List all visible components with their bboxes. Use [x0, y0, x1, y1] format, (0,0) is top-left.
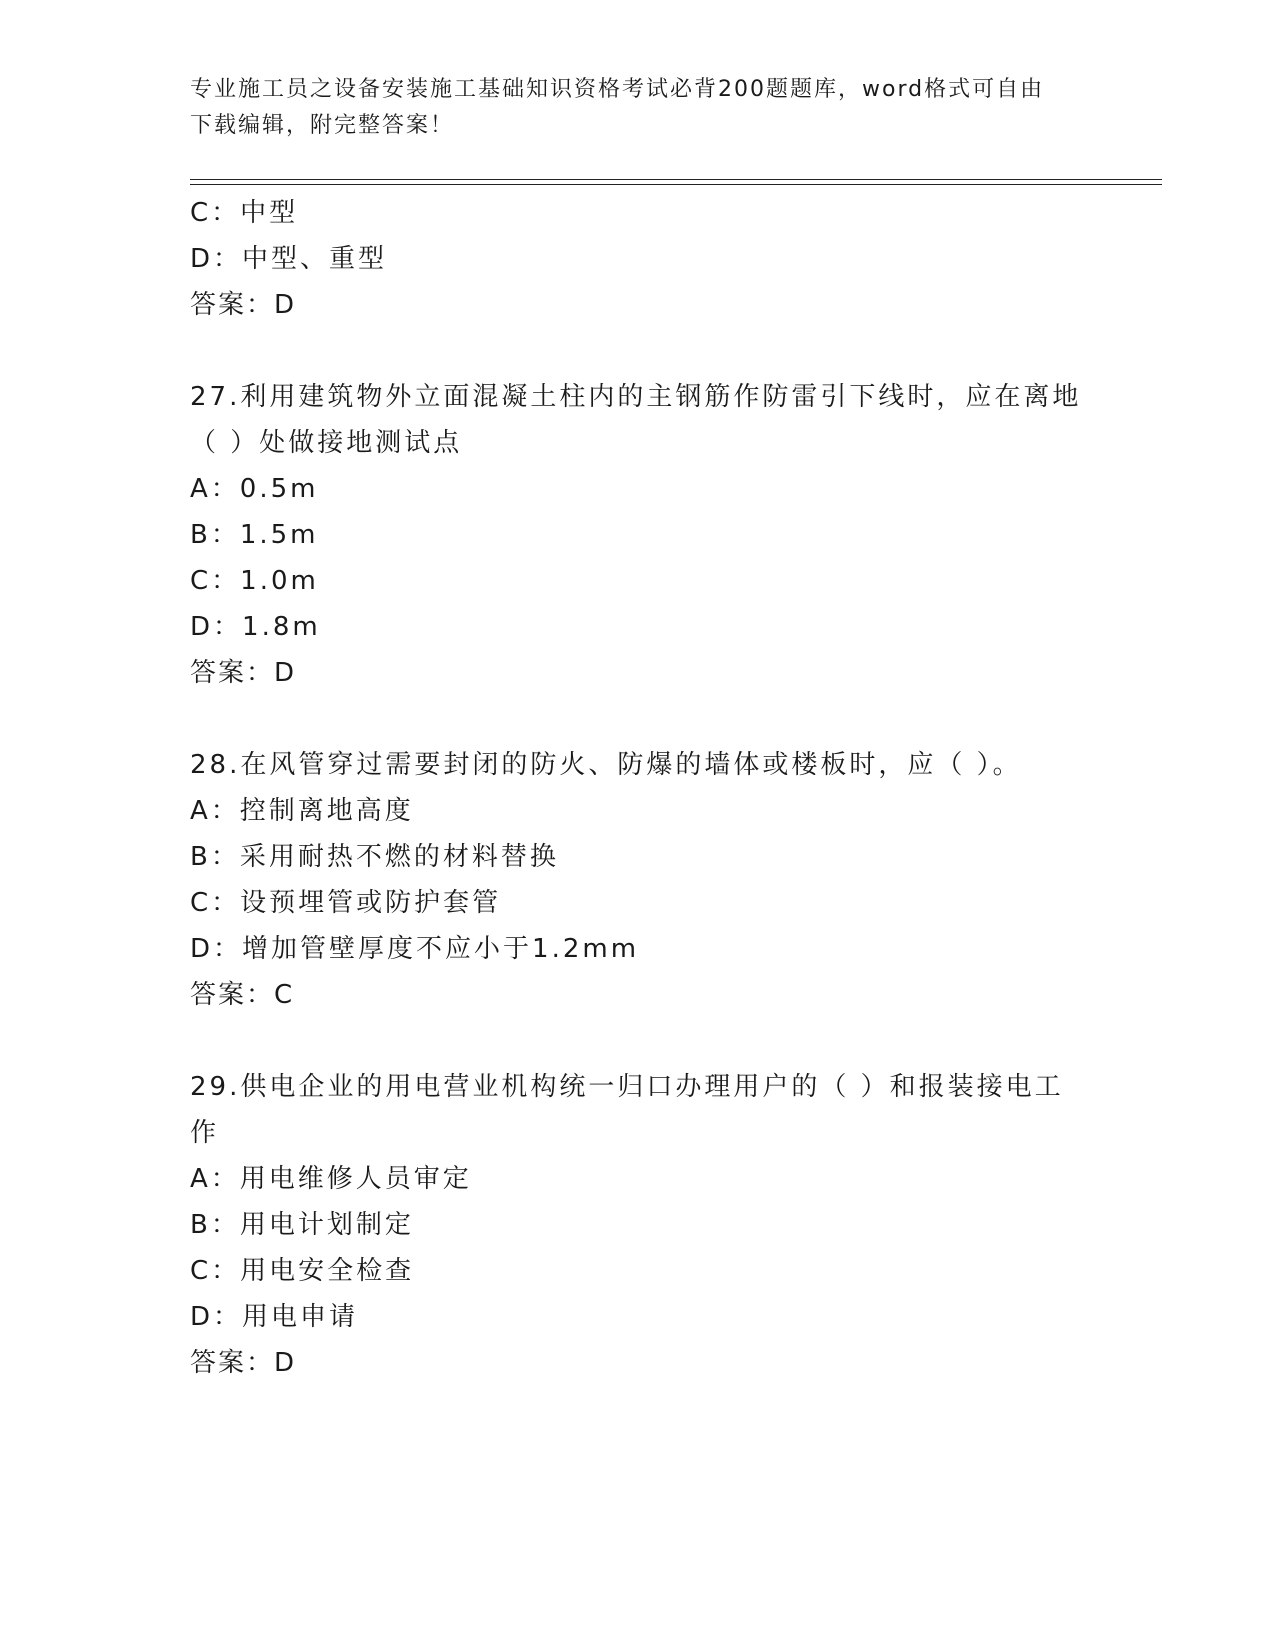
spacer [190, 1018, 1150, 1064]
option-a: A：控制离地高度 [190, 796, 414, 826]
option-c: C：1.0m [190, 566, 319, 596]
question-text-cont: 作 [190, 1118, 220, 1148]
answer-line: 答案：D [190, 658, 297, 688]
option-d: D：中型、重型 [190, 244, 388, 274]
option-a: A：用电维修人员审定 [190, 1164, 472, 1194]
option-d: D：1.8m [190, 612, 321, 642]
header-line-2: 下载编辑，附完整答案！ [190, 113, 455, 138]
answer-line: 答案：C [190, 980, 295, 1010]
option-b: B：采用耐热不燃的材料替换 [190, 842, 559, 872]
spacer [190, 696, 1150, 742]
option-c: C：设预埋管或防护套管 [190, 888, 502, 918]
question-text: 29.供电企业的用电营业机构统一归口办理用户的（ ）和报装接电工 [190, 1072, 1064, 1102]
option-d: D：用电申请 [190, 1302, 359, 1332]
question-27 [190, 374, 1150, 696]
question-28 [190, 742, 1150, 1018]
prev-question-block [190, 190, 1150, 328]
header-rule-top [190, 179, 1162, 180]
answer-line: 答案：D [190, 1348, 297, 1378]
question-29 [190, 1064, 1150, 1386]
answer-line: 答案：D [190, 290, 297, 320]
option-b: B：1.5m [190, 520, 319, 550]
option-c: C：中型 [190, 198, 299, 228]
option-b: B：用电计划制定 [190, 1210, 414, 1240]
option-a: A：0.5m [190, 474, 319, 504]
document-header [190, 72, 1090, 144]
header-line-1: 专业施工员之设备安装施工基础知识资格考试必背200题题库，word格式可自由 [190, 77, 1045, 102]
question-list [190, 190, 1150, 1386]
option-c: C：用电安全检查 [190, 1256, 415, 1286]
option-d: D：增加管壁厚度不应小于1.2mm [190, 934, 640, 964]
question-text-cont: （ ）处做接地测试点 [190, 428, 463, 458]
spacer [190, 328, 1150, 374]
question-text: 27.利用建筑物外立面混凝土柱内的主钢筋作防雷引下线时，应在离地 [190, 382, 1082, 412]
question-text: 28.在风管穿过需要封闭的防火、防爆的墙体或楼板时，应（ ）。 [190, 750, 1022, 780]
header-rule-bottom [190, 184, 1162, 185]
